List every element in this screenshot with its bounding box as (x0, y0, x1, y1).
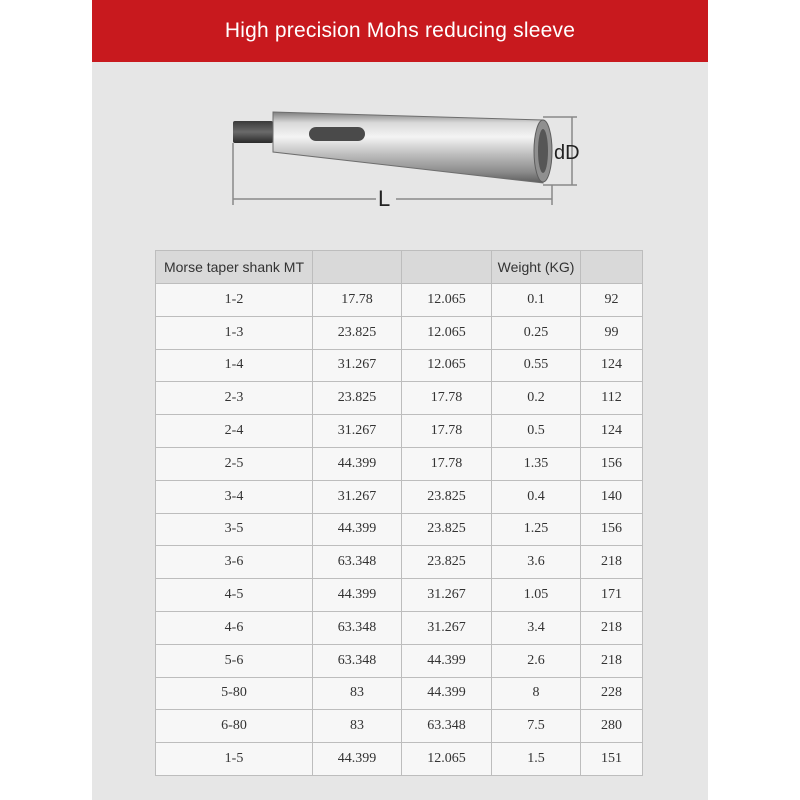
diameter-label: dD (554, 142, 580, 164)
table-row (156, 579, 643, 612)
column-header-2 (313, 251, 402, 284)
table-row (156, 546, 643, 579)
table-row (156, 382, 643, 415)
cell-weight: 0.1 (492, 284, 581, 317)
cell-mt: 1-3 (156, 316, 313, 349)
cell-mt: 3-5 (156, 513, 313, 546)
cell-d-small: 17.78 (402, 447, 492, 480)
table-row (156, 710, 643, 743)
cell-length: 92 (581, 284, 643, 317)
cell-mt: 2-3 (156, 382, 313, 415)
table-row (156, 644, 643, 677)
cell-d-small: 12.065 (402, 284, 492, 317)
page-title: High precision Mohs reducing sleeve (224, 19, 576, 42)
cell-weight: 7.5 (492, 710, 581, 743)
cell-d-small: 31.267 (402, 611, 492, 644)
cell-d-large: 31.267 (313, 349, 402, 382)
cell-weight: 3.4 (492, 611, 581, 644)
cell-d-small: 12.065 (402, 349, 492, 382)
table-row (156, 349, 643, 382)
sleeve-bore-inner (538, 129, 548, 173)
cell-d-large: 44.399 (313, 513, 402, 546)
cell-d-large: 17.78 (313, 284, 402, 317)
cell-d-large: 63.348 (313, 611, 402, 644)
cell-length: 124 (581, 415, 643, 448)
cell-length: 218 (581, 546, 643, 579)
column-header-weight: Weight (KG) (492, 251, 581, 284)
cell-d-large: 83 (313, 710, 402, 743)
table-row (156, 611, 643, 644)
cell-weight: 0.55 (492, 349, 581, 382)
cell-d-large: 44.399 (313, 447, 402, 480)
sleeve-tang (233, 121, 273, 143)
table-row (156, 513, 643, 546)
cell-mt: 3-4 (156, 480, 313, 513)
cell-weight: 0.4 (492, 480, 581, 513)
cell-weight: 1.25 (492, 513, 581, 546)
cell-d-large: 23.825 (313, 316, 402, 349)
cell-weight: 1.05 (492, 579, 581, 612)
cell-mt: 1-2 (156, 284, 313, 317)
column-header-3 (402, 251, 492, 284)
title-banner (92, 0, 708, 62)
cell-length: 171 (581, 579, 643, 612)
column-header-5 (581, 251, 643, 284)
cell-d-small: 23.825 (402, 546, 492, 579)
cell-d-small: 12.065 (402, 316, 492, 349)
length-label: L (378, 186, 391, 211)
cell-d-large: 31.267 (313, 415, 402, 448)
cell-d-large: 83 (313, 677, 402, 710)
cell-mt: 3-6 (156, 546, 313, 579)
cell-length: 280 (581, 710, 643, 743)
cell-mt: 6-80 (156, 710, 313, 743)
cell-weight: 1.35 (492, 447, 581, 480)
cell-d-small: 44.399 (402, 644, 492, 677)
cell-d-large: 23.825 (313, 382, 402, 415)
column-header-mt: Morse taper shank MT (156, 251, 313, 284)
cell-mt: 2-5 (156, 447, 313, 480)
cell-d-large: 44.399 (313, 743, 402, 776)
cell-d-small: 12.065 (402, 743, 492, 776)
cell-length: 218 (581, 644, 643, 677)
cell-mt: 5-6 (156, 644, 313, 677)
cell-weight: 0.25 (492, 316, 581, 349)
sleeve-diagram (225, 95, 595, 215)
cell-mt: 2-4 (156, 415, 313, 448)
cell-length: 124 (581, 349, 643, 382)
cell-mt: 1-4 (156, 349, 313, 382)
cell-mt: 4-5 (156, 579, 313, 612)
cell-length: 218 (581, 611, 643, 644)
cell-length: 99 (581, 316, 643, 349)
table-row (156, 415, 643, 448)
cell-d-small: 23.825 (402, 480, 492, 513)
cell-length: 228 (581, 677, 643, 710)
cell-length: 112 (581, 382, 643, 415)
table-row (156, 677, 643, 710)
cell-weight: 0.2 (492, 382, 581, 415)
cell-d-small: 23.825 (402, 513, 492, 546)
cell-d-large: 44.399 (313, 579, 402, 612)
sleeve-body (273, 112, 543, 183)
sleeve-slot (309, 127, 365, 141)
cell-d-large: 63.348 (313, 644, 402, 677)
cell-weight: 0.5 (492, 415, 581, 448)
cell-d-small: 17.78 (402, 415, 492, 448)
cell-d-small: 31.267 (402, 579, 492, 612)
table-row (156, 316, 643, 349)
cell-weight: 8 (492, 677, 581, 710)
cell-length: 156 (581, 513, 643, 546)
cell-mt: 5-80 (156, 677, 313, 710)
cell-d-small: 17.78 (402, 382, 492, 415)
cell-weight: 3.6 (492, 546, 581, 579)
cell-d-large: 63.348 (313, 546, 402, 579)
table-row (156, 284, 643, 317)
cell-d-small: 44.399 (402, 677, 492, 710)
cell-length: 151 (581, 743, 643, 776)
cell-d-large: 31.267 (313, 480, 402, 513)
table-row (156, 480, 643, 513)
cell-length: 140 (581, 480, 643, 513)
cell-mt: 4-6 (156, 611, 313, 644)
table-row (156, 447, 643, 480)
cell-weight: 2.6 (492, 644, 581, 677)
cell-weight: 1.5 (492, 743, 581, 776)
cell-d-small: 63.348 (402, 710, 492, 743)
spec-table (155, 250, 643, 776)
table-header-row (156, 251, 643, 284)
cell-mt: 1-5 (156, 743, 313, 776)
table-row (156, 743, 643, 776)
cell-length: 156 (581, 447, 643, 480)
